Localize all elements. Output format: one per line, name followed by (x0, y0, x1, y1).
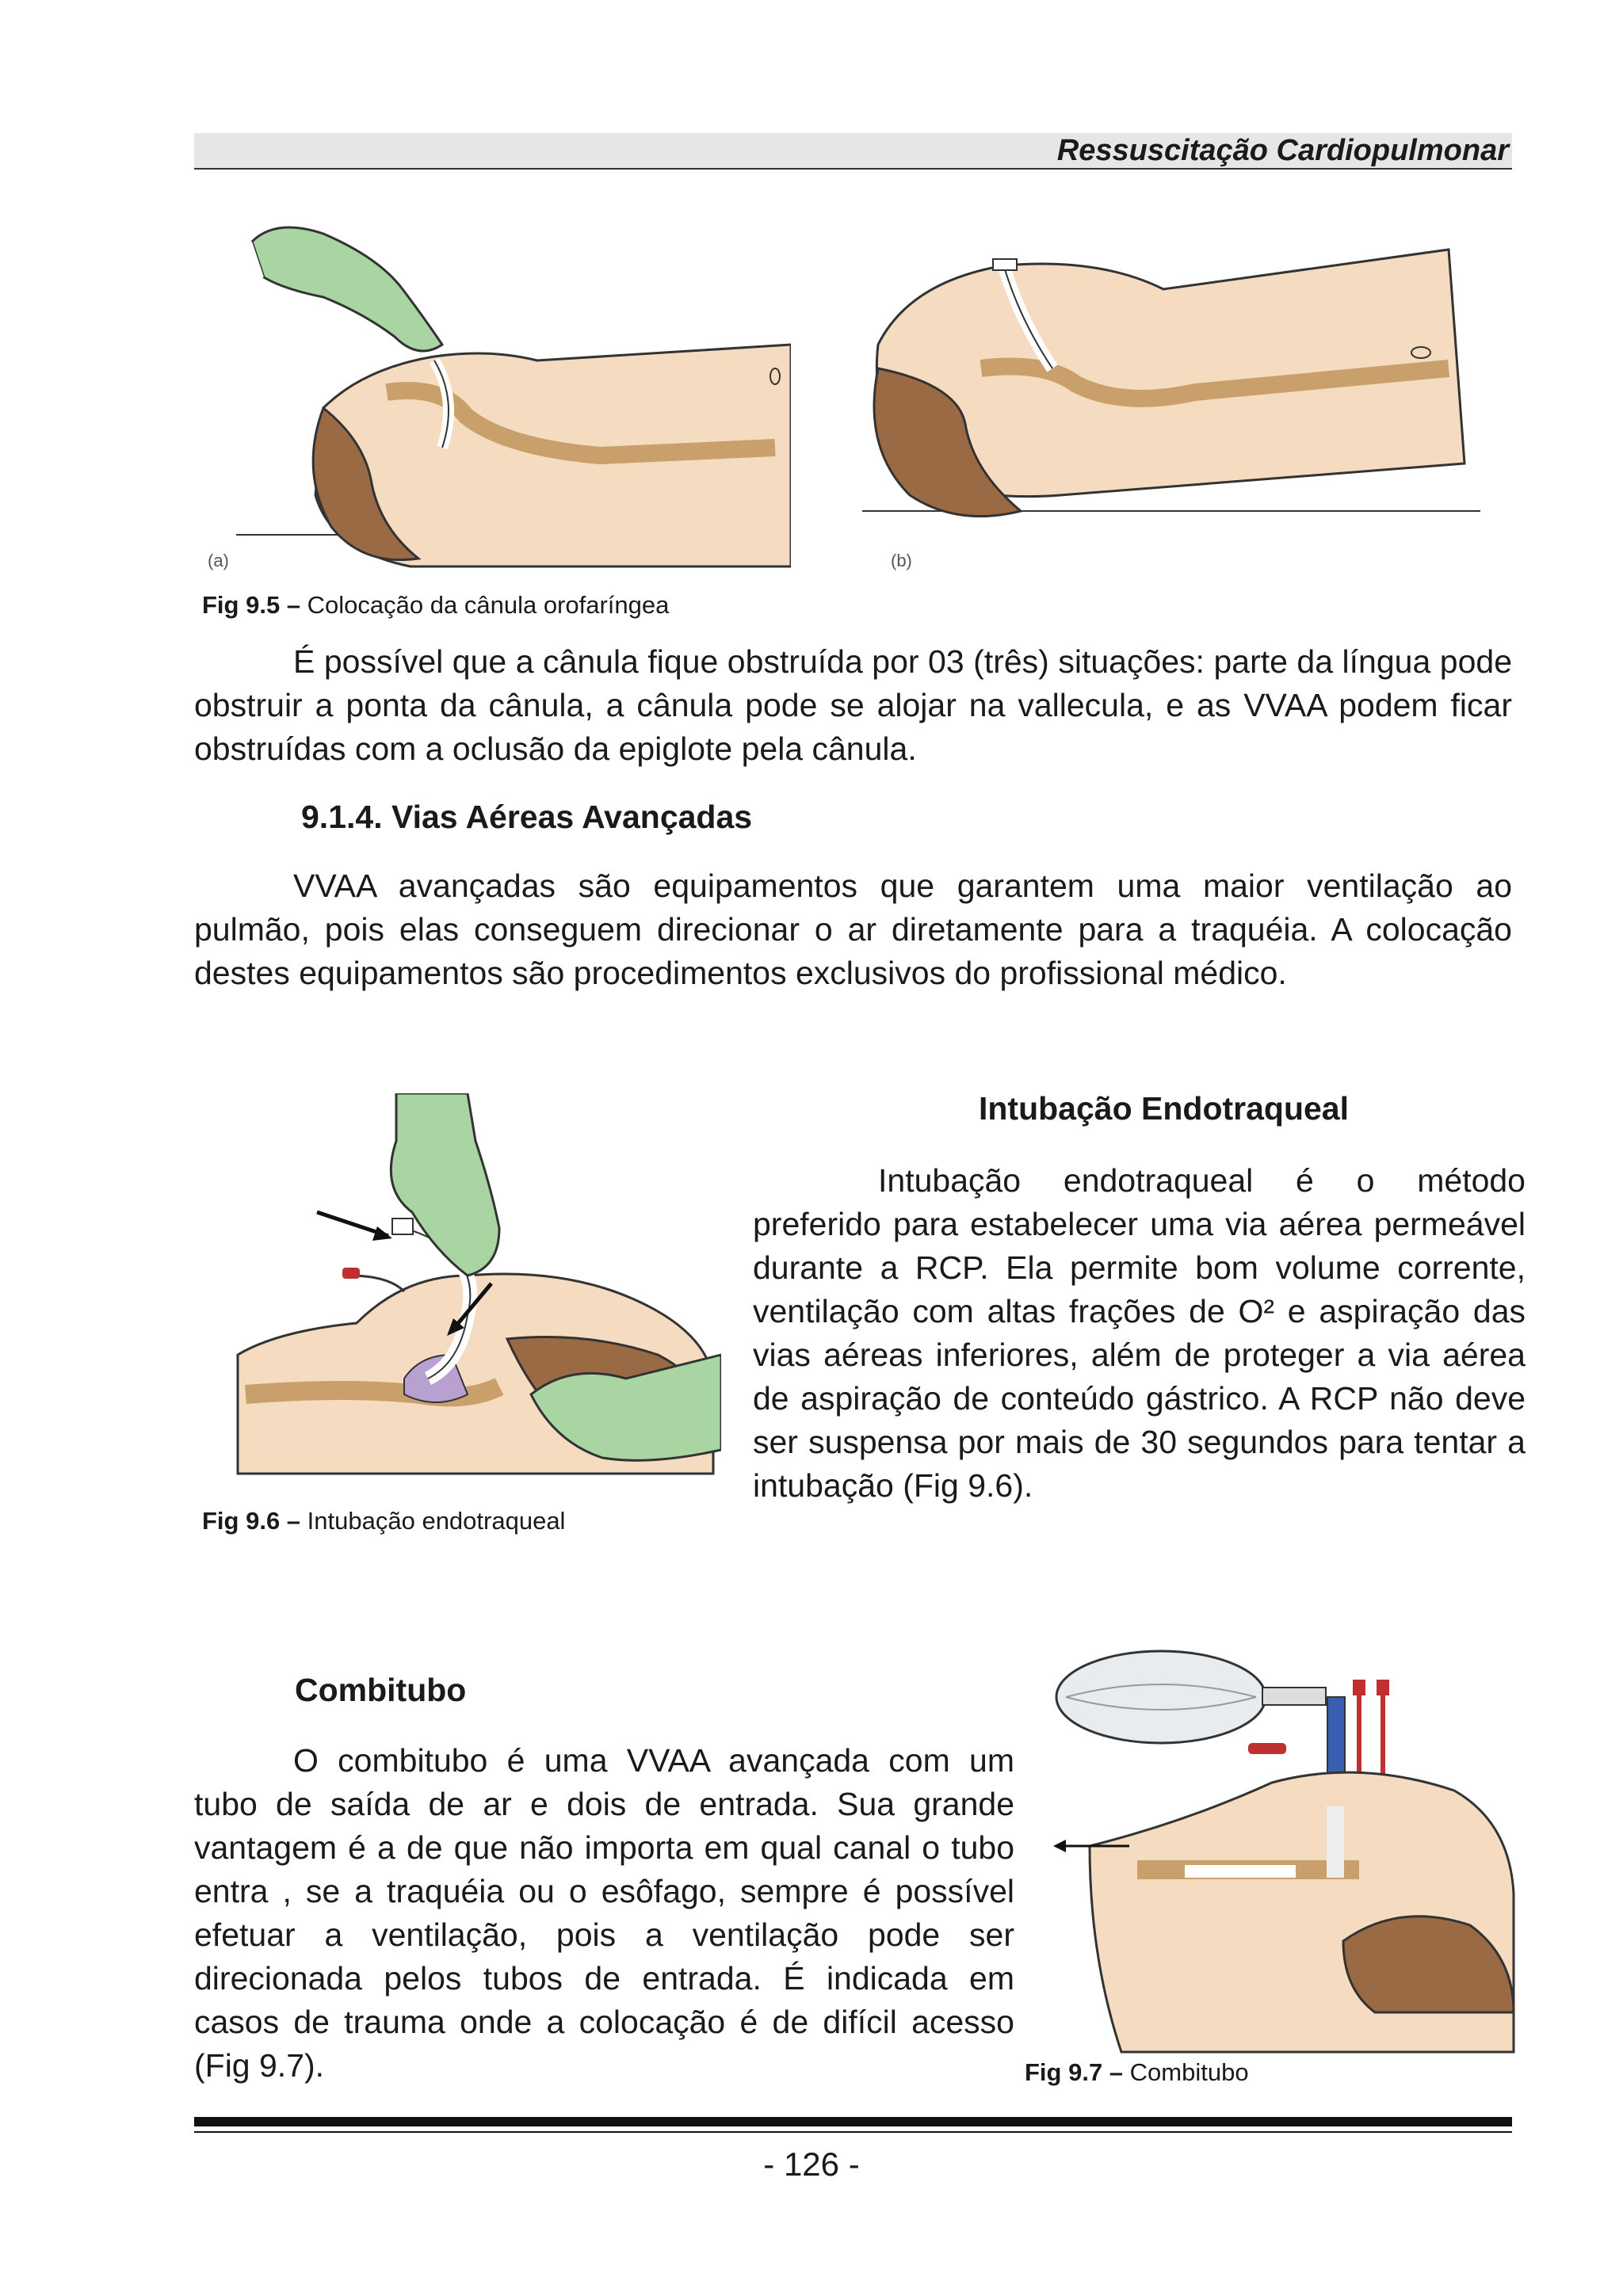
footer-rule-thick (194, 2117, 1512, 2126)
combitube-heading: Combitubo (295, 1672, 467, 1708)
oropharyngeal-airway-insertion-illustration-a (204, 210, 791, 574)
running-header (194, 133, 1512, 170)
combitube-paragraph: O combitubo é uma VVAA avançada com um tubo de saída de ar e dois de entrada. Sua grande vantagem é a de que não importa em qual canal o tubo entra , se a traquéia ou o esôfago, sempre é possível efetuar a ventilação, pois a ventilação pode ser direcionada pelos tubos de entrada. É indicada em casos de trauma onde a colocação é de difícil acesso (Fig 9.7). (194, 1742, 1014, 2084)
figure-9-6 (230, 1093, 721, 1482)
intubation-paragraph: Intubação endotraqueal é o método preferido para estabelecer uma via aérea permeável durante a RCP. Ela permite bom volume corrente, ventilação com altas frações de O² e aspiração das vias aéreas inferiores, além de proteger a via aérea de aspiração de conteúdo gástrico. A RCP não deve ser suspensa por mais de 30 segundos para tentar a intubação (Fig 9.6). (753, 1162, 1526, 1504)
caption-text: Intubação endotraqueal (307, 1507, 566, 1535)
combitube-illustration (1042, 1640, 1518, 2064)
figure-9-5b (862, 210, 1480, 574)
caption-text: Colocação da cânula orofaríngea (307, 591, 670, 619)
paragraph-cannula-obstruction: É possível que a cânula fique obstruída por 03 (três) situações: parte da língua pode obstruir a ponta da cânula, a cânula pode se alojar na vallecula, e as VVAA podem ficar obstruídas com a oclusão da epiglote pela cânula. (194, 643, 1512, 767)
header-title: Ressuscitação Cardiopulmonar (1056, 134, 1509, 167)
figure-9-7 (1042, 1640, 1518, 2064)
caption-number: Fig 9.7 – (1025, 2058, 1124, 2086)
caption-number: Fig 9.6 – (202, 1507, 301, 1535)
figure-9-5-caption (202, 591, 669, 620)
intubation-heading: Intubação Endotraqueal (979, 1090, 1349, 1127)
section-heading: 9.1.4. Vias Aéreas Avançadas (301, 799, 753, 835)
caption-text: Combitubo (1129, 2058, 1249, 2086)
footer-rule-thin (194, 2131, 1512, 2133)
endotracheal-intubation-illustration (230, 1093, 721, 1482)
figure-label-a: (a) (208, 551, 229, 570)
oropharyngeal-airway-placed-illustration-b (862, 210, 1480, 574)
figure-label-b: (b) (891, 551, 912, 570)
figure-9-6-caption (202, 1507, 565, 1535)
figure-9-7-caption (1025, 2058, 1249, 2087)
page-number: - 126 - (763, 2145, 860, 2183)
paragraph-advanced-airways: VVAA avançadas são equipamentos que garantem uma maior ventilação ao pulmão, pois elas conseguem direcionar o ar diretamente para a traquéia. A colocação destes equipamentos são procedimentos exclusivos do profissional médico. (194, 868, 1512, 991)
figure-9-5a (204, 210, 791, 574)
caption-number: Fig 9.5 – (202, 591, 301, 619)
